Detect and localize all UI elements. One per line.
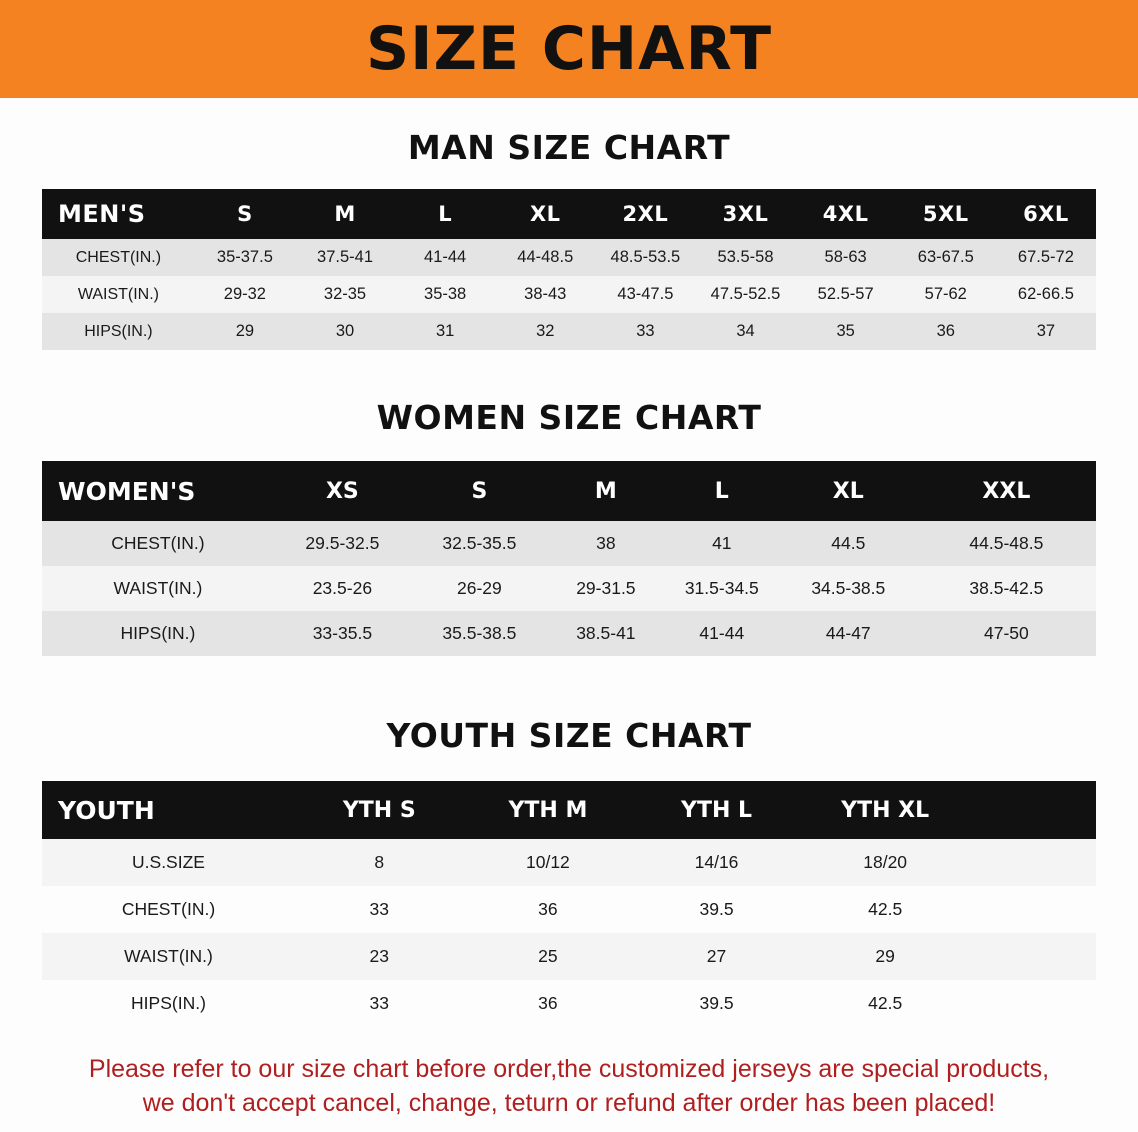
man-waist-4xl: 52.5-57 xyxy=(796,276,896,313)
women-chest-xl: 44.5 xyxy=(780,521,917,566)
women-waist-m: 29-31.5 xyxy=(548,566,664,611)
women-hips-s: 35.5-38.5 xyxy=(411,611,548,656)
man-hips-3xl: 34 xyxy=(695,313,795,350)
youth-chest-l: 39.5 xyxy=(632,886,801,933)
man-section-heading: MAN SIZE CHART xyxy=(407,128,731,167)
table-row xyxy=(42,839,1096,886)
youth-header-xl: YTH XL xyxy=(801,781,970,839)
youth-chest-xl: 42.5 xyxy=(801,886,970,933)
man-chest-5xl: 63-67.5 xyxy=(896,239,996,276)
man-header-4xl: 4XL xyxy=(796,189,896,239)
table-row xyxy=(42,566,1096,611)
women-section-heading: WOMEN SIZE CHART xyxy=(376,398,762,437)
man-waist-m: 32-35 xyxy=(295,276,395,313)
women-waist-l: 31.5-34.5 xyxy=(664,566,780,611)
women-header-xl: XL xyxy=(780,461,917,521)
man-row-label-waist: WAIST(IN.) xyxy=(42,276,195,313)
man-header-3xl: 3XL xyxy=(695,189,795,239)
women-header-xs: XS xyxy=(274,461,411,521)
youth-header-label: YOUTH xyxy=(42,781,295,839)
banner-title: SIZE CHART xyxy=(365,14,773,84)
women-waist-xl: 34.5-38.5 xyxy=(780,566,917,611)
youth-row-label-chest: CHEST(IN.) xyxy=(42,886,295,933)
man-row-label-hips: HIPS(IN.) xyxy=(42,313,195,350)
banner xyxy=(0,0,1138,98)
youth-hips-s: 33 xyxy=(295,980,464,1027)
youth-size-table xyxy=(42,781,1096,1027)
women-row-label-hips: HIPS(IN.) xyxy=(42,611,274,656)
man-header-m: M xyxy=(295,189,395,239)
youth-hips-l: 39.5 xyxy=(632,980,801,1027)
women-waist-xxl: 38.5-42.5 xyxy=(917,566,1096,611)
table-row xyxy=(42,521,1096,566)
women-chest-xs: 29.5-32.5 xyxy=(274,521,411,566)
women-chest-l: 41 xyxy=(664,521,780,566)
women-table-wrap xyxy=(42,461,1096,656)
youth-ussize-m: 10/12 xyxy=(464,839,633,886)
table-row xyxy=(42,611,1096,656)
man-header-l: L xyxy=(395,189,495,239)
women-hips-l: 41-44 xyxy=(664,611,780,656)
disclaimer-line-2: we don't accept cancel, change, teturn or refund after order has been placed! xyxy=(142,1088,996,1117)
youth-ussize-spacer xyxy=(969,839,1096,886)
women-hips-xs: 33-35.5 xyxy=(274,611,411,656)
table-row xyxy=(42,886,1096,933)
table-header-row xyxy=(42,781,1096,839)
disclaimer-note xyxy=(40,1053,1098,1121)
table-row xyxy=(42,933,1096,980)
women-header-l: L xyxy=(664,461,780,521)
man-hips-m: 30 xyxy=(295,313,395,350)
youth-header-spacer xyxy=(969,781,1096,839)
youth-chest-spacer xyxy=(969,886,1096,933)
women-header-m: M xyxy=(548,461,664,521)
man-hips-s: 29 xyxy=(195,313,295,350)
man-hips-xl: 32 xyxy=(495,313,595,350)
man-chest-2xl: 48.5-53.5 xyxy=(595,239,695,276)
man-header-2xl: 2XL xyxy=(595,189,695,239)
man-waist-xl: 38-43 xyxy=(495,276,595,313)
women-header-s: S xyxy=(411,461,548,521)
man-chest-l: 41-44 xyxy=(395,239,495,276)
man-chest-s: 35-37.5 xyxy=(195,239,295,276)
youth-waist-xl: 29 xyxy=(801,933,970,980)
youth-ussize-xl: 18/20 xyxy=(801,839,970,886)
table-header-row xyxy=(42,189,1096,239)
women-header-label: WOMEN'S xyxy=(42,461,274,521)
women-chest-m: 38 xyxy=(548,521,664,566)
man-row-label-chest: CHEST(IN.) xyxy=(42,239,195,276)
man-hips-l: 31 xyxy=(395,313,495,350)
youth-table-wrap xyxy=(42,781,1096,1027)
women-waist-xs: 23.5-26 xyxy=(274,566,411,611)
women-chest-s: 32.5-35.5 xyxy=(411,521,548,566)
table-row xyxy=(42,313,1096,350)
table-row xyxy=(42,980,1096,1027)
man-table-wrap xyxy=(42,189,1096,350)
man-chest-6xl: 67.5-72 xyxy=(996,239,1096,276)
youth-header-l: YTH L xyxy=(632,781,801,839)
table-row xyxy=(42,276,1096,313)
youth-header-m: YTH M xyxy=(464,781,633,839)
man-waist-s: 29-32 xyxy=(195,276,295,313)
man-chest-xl: 44-48.5 xyxy=(495,239,595,276)
man-waist-l: 35-38 xyxy=(395,276,495,313)
youth-hips-xl: 42.5 xyxy=(801,980,970,1027)
women-hips-m: 38.5-41 xyxy=(548,611,664,656)
table-row xyxy=(42,239,1096,276)
man-hips-5xl: 36 xyxy=(896,313,996,350)
women-header-xxl: XXL xyxy=(917,461,1096,521)
youth-header-s: YTH S xyxy=(295,781,464,839)
man-header-xl: XL xyxy=(495,189,595,239)
women-hips-xl: 44-47 xyxy=(780,611,917,656)
man-size-table xyxy=(42,189,1096,350)
man-chest-m: 37.5-41 xyxy=(295,239,395,276)
man-hips-2xl: 33 xyxy=(595,313,695,350)
youth-row-label-waist: WAIST(IN.) xyxy=(42,933,295,980)
youth-waist-m: 25 xyxy=(464,933,633,980)
youth-ussize-l: 14/16 xyxy=(632,839,801,886)
youth-chest-m: 36 xyxy=(464,886,633,933)
man-header-label: MEN'S xyxy=(42,189,195,239)
youth-row-label-hips: HIPS(IN.) xyxy=(42,980,295,1027)
youth-waist-l: 27 xyxy=(632,933,801,980)
youth-section-heading: YOUTH SIZE CHART xyxy=(386,716,752,755)
women-row-label-waist: WAIST(IN.) xyxy=(42,566,274,611)
man-header-s: S xyxy=(195,189,295,239)
women-size-table xyxy=(42,461,1096,656)
man-waist-6xl: 62-66.5 xyxy=(996,276,1096,313)
youth-waist-s: 23 xyxy=(295,933,464,980)
women-row-label-chest: CHEST(IN.) xyxy=(42,521,274,566)
disclaimer-line-1: Please refer to our size chart before order,the customized jerseys are special products, xyxy=(88,1055,1050,1083)
youth-hips-spacer xyxy=(969,980,1096,1027)
man-waist-2xl: 43-47.5 xyxy=(595,276,695,313)
women-chest-xxl: 44.5-48.5 xyxy=(917,521,1096,566)
man-header-6xl: 6XL xyxy=(996,189,1096,239)
man-chest-4xl: 58-63 xyxy=(796,239,896,276)
table-header-row xyxy=(42,461,1096,521)
man-hips-4xl: 35 xyxy=(796,313,896,350)
women-waist-s: 26-29 xyxy=(411,566,548,611)
women-hips-xxl: 47-50 xyxy=(917,611,1096,656)
man-waist-3xl: 47.5-52.5 xyxy=(695,276,795,313)
youth-chest-s: 33 xyxy=(295,886,464,933)
man-waist-5xl: 57-62 xyxy=(896,276,996,313)
man-chest-3xl: 53.5-58 xyxy=(695,239,795,276)
youth-hips-m: 36 xyxy=(464,980,633,1027)
youth-waist-spacer xyxy=(969,933,1096,980)
youth-row-label-ussize: U.S.SIZE xyxy=(42,839,295,886)
youth-ussize-s: 8 xyxy=(295,839,464,886)
man-hips-6xl: 37 xyxy=(996,313,1096,350)
man-header-5xl: 5XL xyxy=(896,189,996,239)
